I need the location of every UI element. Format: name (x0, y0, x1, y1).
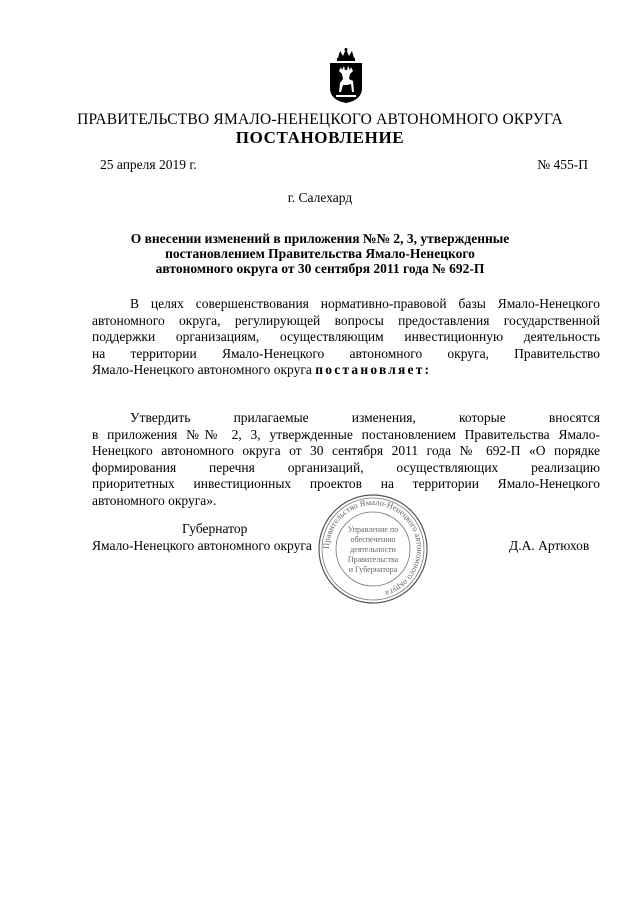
signer-position: Ямало-Ненецкого автономного округа (92, 538, 312, 553)
signer-name: Д.А. Артюхов (509, 538, 590, 553)
coat-of-arms-icon (327, 48, 365, 104)
preamble-paragraph (92, 296, 600, 379)
document-city: г. Салехард (287, 190, 353, 205)
stamp-line: Управление по (347, 525, 399, 534)
paragraph-line: В целях совершенствования нормативно-правовой базы Ямало-Ненецкого (130, 296, 600, 311)
stamp-line: деятельности (350, 545, 396, 554)
document-subject (0, 231, 640, 276)
subject-line: автономного округа от 30 сентября 2011 года № 692-П (155, 261, 485, 276)
stamp-line: Правительства (347, 555, 399, 564)
paragraph-line: автономного округа, регулирующей вопросы предоставления государственной (92, 312, 600, 328)
paragraph-text: Ямало-Ненецкого автономного округа (92, 362, 312, 377)
government-title: ПРАВИТЕЛЬСТВО ЯМАЛО-НЕНЕЦКОГО АВТОНОМНОГО ОКРУГА (77, 111, 563, 128)
stamp-ring-text: Правительство Ямало-Ненецкого автономного округа (320, 496, 426, 599)
stamp-line: и Губернатора (348, 565, 398, 574)
document-number: № 455-П (537, 157, 588, 172)
paragraph-line: Ненецкого автономного округа от 30 сентября 2011 года № 692-П «О порядке (92, 443, 600, 458)
subject-line: постановлением Правительства Ямало-Ненецкого (165, 246, 475, 261)
stamp-line: обеспечению (350, 535, 396, 544)
paragraph-line: Утвердить прилагаемые изменения, которые вносятся (130, 410, 600, 425)
document-date: 25 апреля 2019 г. (100, 157, 197, 172)
official-stamp (317, 493, 429, 605)
document-type: ПОСТАНОВЛЕНИЕ (235, 128, 405, 147)
paragraph-line (92, 362, 600, 379)
paragraph-line: в приложения №№ 2, 3, утвержденные постановлением Правительства Ямало- (92, 426, 600, 442)
paragraph-line: формирования перечня организаций, осуществляющих реализацию (92, 459, 600, 475)
signer-position: Губернатор (182, 521, 248, 536)
paragraph-line: на территории Ямало-Ненецкого автономного округа, Правительство (92, 345, 600, 361)
paragraph-line: поддержки организациям, осуществляющим инвестиционную деятельность (92, 329, 600, 344)
paragraph-line: автономного округа». (92, 492, 217, 508)
paragraph-line: приоритетных инвестиционных проектов на территории Ямало-Ненецкого (92, 476, 600, 491)
decree-word: постановляет: (315, 362, 432, 377)
subject-line: О внесении изменений в приложения №№ 2, 3, утвержденные (130, 231, 510, 246)
